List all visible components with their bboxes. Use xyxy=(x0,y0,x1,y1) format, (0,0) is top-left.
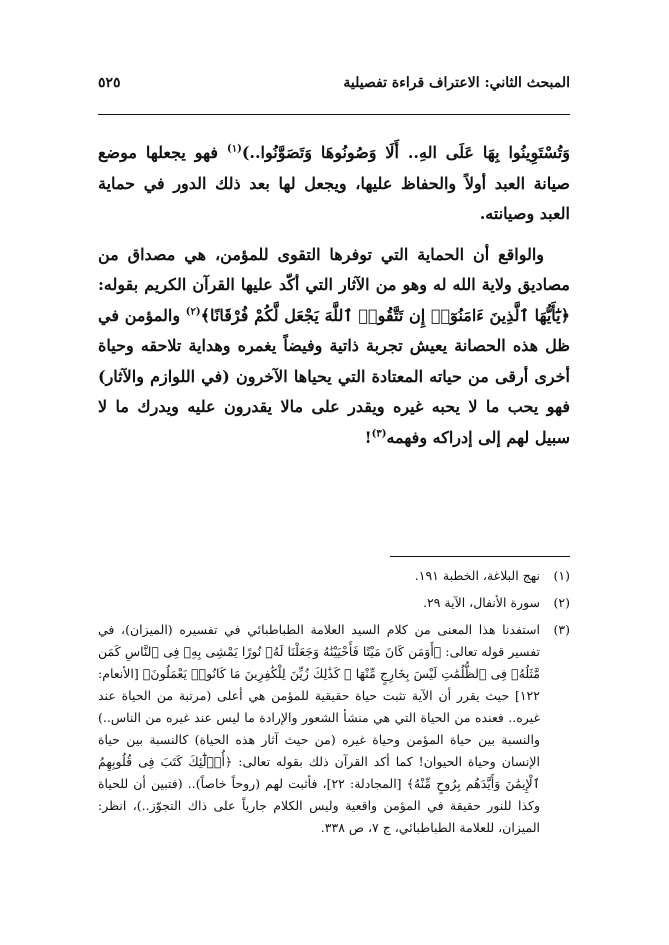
footnote-ref-1: (١) xyxy=(226,143,242,155)
paragraph-text: والمؤمن في ظل هذه الحصانة يعيش تجربة ذاتية وفيضاً يغمره وهداية تلاحقه وحياة أخرى أرقى من حياته المعتادة التي يحياها الآخرون (في اللوازم والآثار) فهو يحب ما لا يحبه غيره ويقدر على مالا يقدرون عليه ويدرك ما لا سبيل لهم إلى إدراكه وفهمه xyxy=(98,305,571,447)
quran-verse: ﴿يَٰٓأَيُّهَا ٱلَّذِينَ ءَامَنُوٓا۟ إِن تَتَّقُوا۟ ٱللَّهَ يَجْعَل لَّكُمْ فُرْقَانًا﴾ xyxy=(200,305,570,325)
footnote-number: (٢) xyxy=(553,595,570,610)
footnote-number: (١) xyxy=(553,568,570,583)
footnote-divider xyxy=(390,556,570,557)
header-divider xyxy=(98,114,570,115)
footnote-text: سورة الأنفال، الآية ٢٩. xyxy=(423,595,540,610)
page-number: ٥٢٥ xyxy=(98,75,121,91)
footnote-3 xyxy=(98,619,570,839)
paragraph-text: فهو يجعلها موضع صيانة العبد أولاً والحفاظ عليها، ويجعل لها بعد ذلك الدور في حماية العبد وصيانته. xyxy=(98,143,570,223)
running-header xyxy=(98,72,570,100)
footnotes xyxy=(98,565,570,844)
closing-mark: ! xyxy=(364,427,372,447)
main-text xyxy=(98,138,570,453)
footnote-1 xyxy=(98,565,570,587)
chapter-title: المبحث الثاني: الاعتراف قراءة تفصيلية xyxy=(343,75,570,91)
quoted-text: وَتُسْتَوِينُوا بِهَا عَلَى الهِ.. أَلَا وَصُونُوهَا وَتَصَوَّنُوا..) xyxy=(241,143,571,162)
footnote-ref-3: (٣) xyxy=(371,428,387,440)
footnote-2 xyxy=(98,592,570,614)
footnote-text: استفدنا هذا المعنى من كلام السيد العلامة الطباطبائي في تفسيره (الميزان)، في تفسير قوله تعالى: ﴿أَوَمَن كَانَ مَيْتًا فَأَحْيَيْنَٰهُ وَجَعَلْنَا لَهُۥ نُورًا يَمْشِى بِهِۦ فِى ٱلنَّاسِ كَمَن مَّثَلُهُۥ فِى ٱلظُّلُمَٰتِ لَيْسَ بِخَارِجٍ مِّنْهَا ۚ كَذَٰلِكَ زُيِّنَ لِلْكَٰفِرِينَ مَا كَانُوا۟ يَعْمَلُونَ﴾ [الأنعام: ١٢٢] حيث يقرر أن الآية تثبت حياة حقيقية للمؤمن هي أعلى (مرتبة من الحياة عند غيره.. فعنده من الحياة التي هي منشأ الشعور والإرادة ما ليس عند غيره من الناس..) والنسبة بين حياة المؤمن وحياة غيره (من حيث آثار هذه الحياة) كالنسبة بين حياة الإنسان وحياة الحيوان! كما أكد القرآن ذلك بقوله تعالى: ﴿أُو۟لَٰٓئِكَ كَتَبَ فِى قُلُوبِهِمُ ٱلْإِيمَٰنَ وَأَيَّدَهُم بِرُوحٍ مِّنْهُ﴾ [المجادلة: ٢٢]، فأثبت لهم (روحاً خاصاً).. (فتبين أن للحياة وكذا للنور حقيقة في المؤمن واقعية وليس الكلام جارياً على ذاك التجوّز..)، انظر: الميزان، للعلامة الطباطبائي، ج ٧، ص ٣٣٨. xyxy=(98,622,540,835)
footnote-number: (٣) xyxy=(553,622,570,637)
footnote-text: نهج البلاغة، الخطبة ١٩١. xyxy=(414,568,540,583)
paragraph-1 xyxy=(98,138,570,230)
paragraph-text: والواقع أن الحماية التي توفرها التقوى للمؤمن، هي مصداق من مصاديق ولاية الله له وهو من الآثار التي أكّد عليها القرآن الكريم بقوله: xyxy=(98,244,570,294)
footnote-ref-2: (٢) xyxy=(185,306,201,318)
paragraph-2 xyxy=(98,240,570,454)
